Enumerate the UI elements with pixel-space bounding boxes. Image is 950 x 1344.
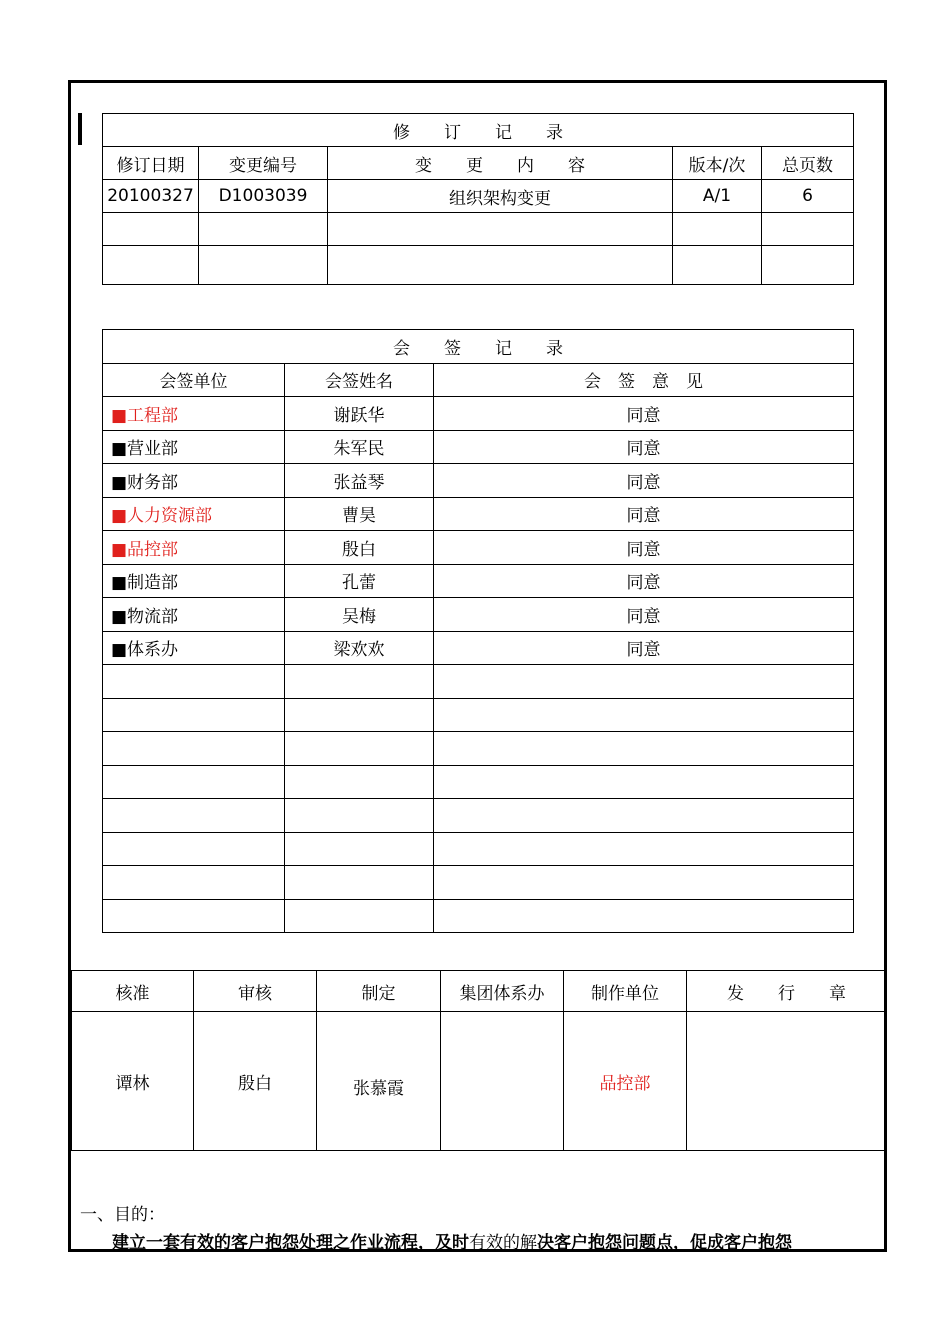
header-change-content: 变 更 内 容	[328, 147, 673, 180]
purpose-text-part: 建立一套有效的客户抱怨处理之作业流程，及时	[112, 1233, 469, 1253]
empty-cell	[103, 698, 285, 732]
sign-name: 张益琴	[285, 464, 434, 498]
empty-cell	[285, 765, 434, 799]
empty-cell	[434, 832, 854, 866]
empty-cell	[285, 698, 434, 732]
empty-cell	[199, 246, 328, 285]
table-row	[103, 732, 854, 766]
sign-name: 谢跃华	[285, 397, 434, 431]
purpose-text-part: 决客户抱怨问题点，促成客户抱怨	[537, 1233, 792, 1253]
sign-name: 曹昊	[285, 497, 434, 531]
empty-cell	[103, 899, 285, 933]
sign-unit: ■制造部	[103, 564, 285, 598]
table-row	[103, 464, 854, 498]
sign-name: 孔蕾	[285, 564, 434, 598]
header-change-number: 变更编号	[199, 147, 328, 180]
empty-cell	[285, 665, 434, 699]
empty-cell	[434, 732, 854, 766]
sign-opinion: 同意	[434, 631, 854, 665]
change-content: 组织架构变更	[328, 180, 673, 213]
empty-cell	[285, 732, 434, 766]
table-row	[103, 765, 854, 799]
version: A/1	[673, 180, 762, 213]
empty-cell	[434, 765, 854, 799]
sign-unit: ■营业部	[103, 430, 285, 464]
revision-header-row	[103, 147, 854, 180]
approver-name: 谭林	[72, 1012, 194, 1151]
table-row	[103, 631, 854, 665]
revision-record-table	[102, 113, 854, 285]
header-sign-name: 会签姓名	[285, 363, 434, 397]
sign-unit: ■品控部	[103, 531, 285, 565]
approval-value-row	[72, 1012, 887, 1151]
reviewer-name: 殷白	[194, 1012, 317, 1151]
sign-name: 殷白	[285, 531, 434, 565]
empty-cell	[434, 665, 854, 699]
empty-cell	[103, 765, 285, 799]
empty-cell	[103, 732, 285, 766]
sign-name: 朱军民	[285, 430, 434, 464]
header-issue-seal: 发 行 章	[687, 971, 887, 1012]
header-sign-opinion: 会 签 意 见	[434, 363, 854, 397]
sign-opinion: 同意	[434, 564, 854, 598]
total-pages: 6	[762, 180, 854, 213]
empty-cell	[103, 665, 285, 699]
sign-opinion: 同意	[434, 430, 854, 464]
empty-cell	[434, 899, 854, 933]
table-row	[103, 531, 854, 565]
table-row	[103, 899, 854, 933]
sign-opinion: 同意	[434, 397, 854, 431]
countersign-header-row	[103, 363, 854, 397]
table-row	[103, 397, 854, 431]
empty-cell	[199, 213, 328, 246]
empty-cell	[285, 832, 434, 866]
empty-cell	[285, 866, 434, 900]
header-sign-unit: 会签单位	[103, 363, 285, 397]
table-row	[103, 866, 854, 900]
empty-cell	[328, 246, 673, 285]
sign-unit: ■财务部	[103, 464, 285, 498]
header-prepare: 制定	[317, 971, 441, 1012]
empty-cell	[103, 832, 285, 866]
empty-cell	[762, 246, 854, 285]
table-row	[103, 832, 854, 866]
change-number: D1003039	[199, 180, 328, 213]
sign-unit: ■体系办	[103, 631, 285, 665]
table-row	[103, 665, 854, 699]
empty-cell	[285, 899, 434, 933]
group-system-office-value	[441, 1012, 564, 1151]
sign-opinion: 同意	[434, 531, 854, 565]
sign-name: 吴梅	[285, 598, 434, 632]
empty-cell	[434, 799, 854, 833]
countersign-title: 会 签 记 录	[103, 330, 854, 364]
header-group-system-office: 集团体系办	[441, 971, 564, 1012]
table-row	[103, 799, 854, 833]
empty-cell	[285, 799, 434, 833]
revision-title: 修 订 记 录	[103, 114, 854, 147]
empty-cell	[103, 866, 285, 900]
sign-unit: ■物流部	[103, 598, 285, 632]
header-production-unit: 制作单位	[564, 971, 687, 1012]
table-row	[103, 430, 854, 464]
approval-table	[71, 970, 887, 1151]
header-total-pages: 总页数	[762, 147, 854, 180]
empty-cell	[328, 213, 673, 246]
issue-seal-value	[687, 1012, 887, 1151]
empty-cell	[673, 213, 762, 246]
empty-cell	[103, 213, 199, 246]
table-row	[103, 180, 854, 213]
table-row	[103, 497, 854, 531]
production-unit-value: 品控部	[564, 1012, 687, 1151]
approval-header-row	[72, 971, 887, 1012]
sign-name: 梁欢欢	[285, 631, 434, 665]
preparer-name: 张慕霞	[317, 1012, 441, 1151]
empty-cell	[434, 866, 854, 900]
header-version: 版本/次	[673, 147, 762, 180]
empty-cell	[434, 698, 854, 732]
purpose-text-part: 有效的解	[469, 1233, 537, 1253]
sign-opinion: 同意	[434, 598, 854, 632]
table-row	[103, 213, 854, 246]
table-row	[103, 564, 854, 598]
sign-unit: ■人力资源部	[103, 497, 285, 531]
header-revision-date: 修订日期	[103, 147, 199, 180]
empty-cell	[103, 246, 199, 285]
margin-bar	[78, 113, 82, 145]
empty-cell	[673, 246, 762, 285]
revision-date: 20100327	[103, 180, 199, 213]
header-approve: 核准	[72, 971, 194, 1012]
table-row	[103, 698, 854, 732]
header-review: 审核	[194, 971, 317, 1012]
sign-opinion: 同意	[434, 464, 854, 498]
empty-cell	[762, 213, 854, 246]
table-row	[103, 598, 854, 632]
empty-cell	[103, 799, 285, 833]
sign-opinion: 同意	[434, 497, 854, 531]
sign-unit: ■工程部	[103, 397, 285, 431]
purpose-heading: 一、目的：	[80, 1205, 165, 1225]
purpose-text	[112, 1228, 792, 1253]
table-row	[103, 246, 854, 285]
countersign-record-table	[102, 329, 854, 933]
